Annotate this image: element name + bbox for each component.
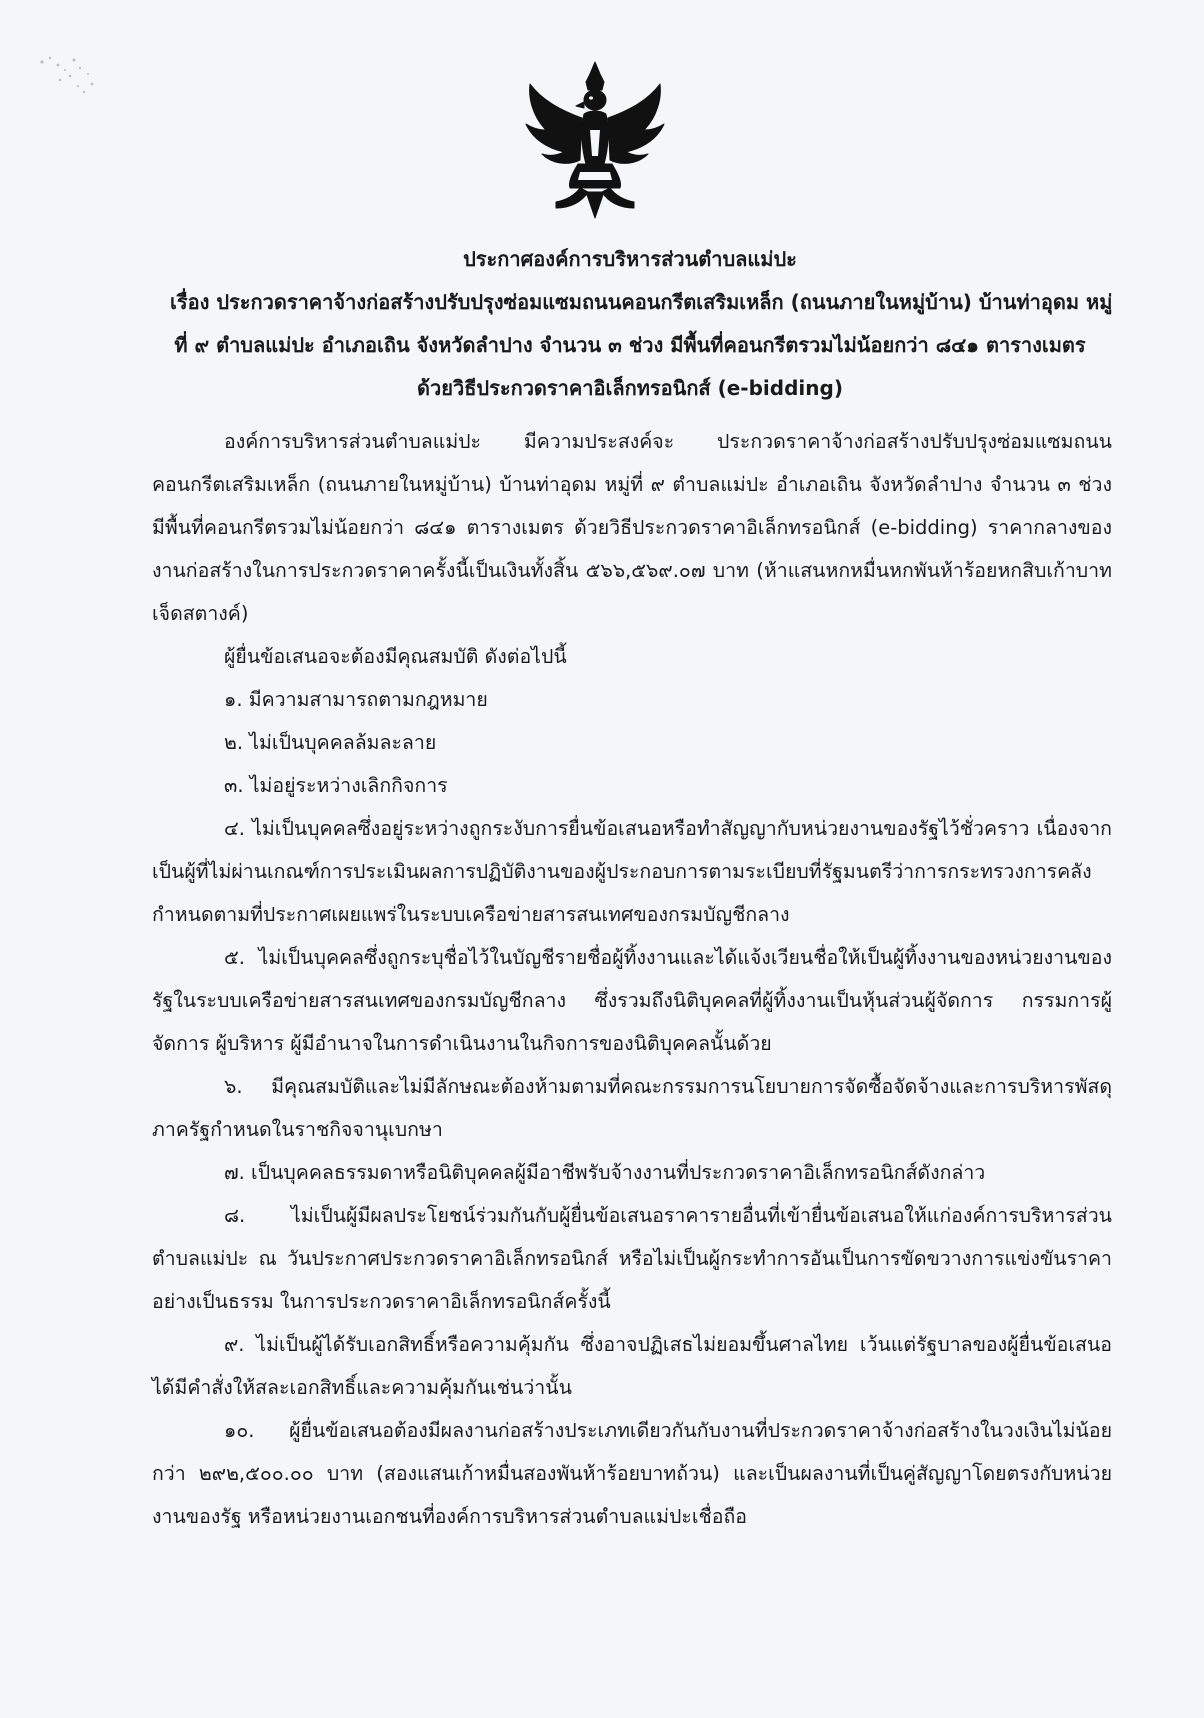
intro-paragraph: องค์การบริหารส่วนตำบลแม่ปะ มีความประสงค์จะ ประกวดราคาจ้างก่อสร้างปรับปรุงซ่อมแซมถนนคอนกรีตเสริมเหล็ก (ถนนภายในหมู่บ้าน) บ้านท่าอุดม หมู่ที่ ๙ ตำบลแม่ปะ อำเภอเถิน จังหวัดลำปาง จำนวน ๓ ช่วง มีพื้นที่คอนกรีตรวมไม่น้อยกว่า ๘๔๑ ตารางเมตร ด้วยวิธีประกวดราคาอิเล็กทรอนิกส์ (e-bidding) ราคากลางของงานก่อสร้างในการประกวดราคาครั้งนี้เป็นเงินทั้งสิ้น ๕๖๖,๕๖๙.๐๗ บาท (ห้าแสนหกหมื่นหกพันห้าร้อยหกสิบเก้าบาทเจ็ดสตางค์) (152, 430, 1112, 625)
qualification-item: ๒. ไม่เป็นบุคคลล้มละลาย (224, 731, 437, 754)
qualification-item: ๓. ไม่อยู่ระหว่างเลิกกิจการ (224, 774, 448, 797)
qualification-item: ๘. ไม่เป็นผู้มีผลประโยชน์ร่วมกันกับผู้ยื่นข้อเสนอราคารายอื่นที่เข้ายื่นข้อเสนอให้แก่องค์การบริหารส่วนตำบลแม่ปะ ณ วันประกาศประกวดราคาอิเล็กทรอนิกส์ หรือไม่เป็นผู้กระทำการอันเป็นการขัดขวางการแข่งขันราคาอย่างเป็นธรรม ในการประกวดราคาอิเล็กทรอนิกส์ครั้งนี้ (152, 1204, 1112, 1313)
announcement-heading (170, 238, 1113, 410)
qualification-item: ๑๐. ผู้ยื่นข้อเสนอต้องมีผลงานก่อสร้างประเภทเดียวกันกับงานที่ประกวดราคาจ้างก่อสร้างในวงเงินไม่น้อยกว่า ๒๙๒,๕๐๐.๐๐ บาท (สองแสนเก้าหมื่นสองพันห้าร้อยบาทถ้วน) และเป็นผลงานที่เป็นคู่สัญญาโดยตรงกับหน่วยงานของรัฐ หรือหน่วยงานเอกชนที่องค์การบริหารส่วนตำบลแม่ปะเชื่อถือ (152, 1419, 1112, 1528)
qualification-item: ๖. มีคุณสมบัติและไม่มีลักษณะต้องห้ามตามที่คณะกรรมการนโยบายการจัดซื้อจัดจ้างและการบริหารพัสดุภาครัฐกำหนดในราชกิจจานุเบกษา (152, 1075, 1112, 1141)
scan-specks (30, 40, 120, 110)
qualification-item: ๔. ไม่เป็นบุคคลซึ่งอยู่ระหว่างถูกระงับการยื่นข้อเสนอหรือทำสัญญากับหน่วยงานของรัฐไว้ชั่วคราว เนื่องจากเป็นผู้ที่ไม่ผ่านเกณฑ์การประเมินผลการปฏิบัติงานของผู้ประกอบการตามระเบียบที่รัฐมนตรีว่าการกระทรวงการคลังกำหนดตามที่ประกาศเผยแพร่ในระบบเครือข่ายสารสนเทศของกรมบัญชีกลาง (152, 817, 1112, 926)
qualification-item: ๙. ไม่เป็นผู้ได้รับเอกสิทธิ์หรือความคุ้มกัน ซึ่งอาจปฏิเสธไม่ยอมขึ้นศาลไทย เว้นแต่รัฐบาลของผู้ยื่นข้อเสนอได้มีคำสั่งให้สละเอกสิทธิ์และความคุ้มกันเช่นว่านั้น (152, 1333, 1112, 1399)
qualification-item: ๑. มีความสามารถตามกฎหมาย (224, 688, 488, 711)
heading-line: ด้วยวิธีประกวดราคาอิเล็กทรอนิกส์ (e-bidding) (417, 376, 843, 400)
qualification-item: ๕. ไม่เป็นบุคคลซึ่งถูกระบุชื่อไว้ในบัญชีรายชื่อผู้ทิ้งงานและได้แจ้งเวียนชื่อให้เป็นผู้ทิ้งงานของหน่วยงานของรัฐในระบบเครือข่ายสารสนเทศของกรมบัญชีกลาง ซึ่งรวมถึงนิติบุคคลที่ผู้ทิ้งงานเป็นหุ้นส่วนผู้จัดการ กรรมการผู้จัดการ ผู้บริหาร ผู้มีอำนาจในการดำเนินงานในกิจการของนิติบุคคลนั้นด้วย (152, 946, 1112, 1055)
announcement-body (152, 420, 1112, 1538)
garuda-emblem (520, 60, 670, 220)
heading-line: เรื่อง ประกวดราคาจ้างก่อสร้างปรับปรุงซ่อมแซมถนนคอนกรีตเสริมเหล็ก (ถนนภายในหมู่บ้าน) บ้านท่าอุดม หมู่ (170, 290, 1113, 314)
heading-org: ประกาศองค์การบริหารส่วนตำบลแม่ปะ (463, 247, 797, 271)
qualifications-lead: ผู้ยื่นข้อเสนอจะต้องมีคุณสมบัติ ดังต่อไปนี้ (224, 645, 567, 668)
heading-line: ที่ ๙ ตำบลแม่ปะ อำเภอเถิน จังหวัดลำปาง จำนวน ๓ ช่วง มีพื้นที่คอนกรีตรวมไม่น้อยกว่า ๘๔๑ ตารางเมตร (174, 333, 1086, 357)
qualification-item: ๗. เป็นบุคคลธรรมดาหรือนิติบุคคลผู้มีอาชีพรับจ้างงานที่ประกวดราคาอิเล็กทรอนิกส์ดังกล่าว (224, 1161, 986, 1184)
